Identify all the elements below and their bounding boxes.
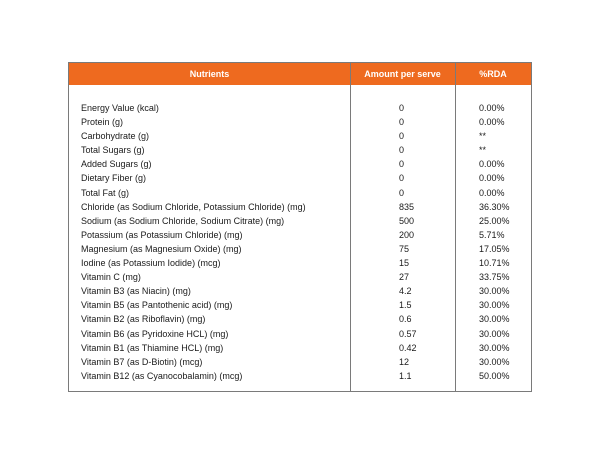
table-row: [69, 157, 531, 171]
amount-per-serve: 75: [399, 243, 410, 254]
table-row: [69, 214, 531, 228]
table-row: [69, 341, 531, 355]
rda-value: 0.00%: [479, 159, 505, 170]
rda-value: 17.05%: [479, 243, 510, 254]
table-row: [69, 115, 531, 129]
rda-value: 30.00%: [479, 342, 510, 353]
table-row: [69, 242, 531, 256]
nutrient-name: Vitamin B12 (as Cyanocobalamin) (mcg): [81, 370, 243, 381]
nutrient-name: Sodium (as Sodium Chloride, Sodium Citrate) (mg): [81, 215, 285, 226]
amount-per-serve: 0.42: [399, 342, 417, 353]
table-header-row: [69, 63, 531, 85]
nutrient-name: Carbohydrate (g): [81, 131, 150, 142]
nutrient-name: Vitamin B2 (as Riboflavin) (mg): [81, 314, 206, 325]
nutrient-name: Energy Value (kcal): [81, 103, 159, 113]
amount-per-serve: 12: [399, 356, 410, 367]
table-row: [69, 171, 531, 185]
table-row: [69, 200, 531, 214]
table-row: [69, 355, 531, 369]
rda-value: 0.00%: [479, 117, 505, 128]
table-row: [69, 186, 531, 200]
rda-value: **: [479, 145, 487, 156]
amount-per-serve: 27: [399, 272, 410, 283]
table-body: [69, 101, 531, 383]
table-row: [69, 284, 531, 298]
header-nutrients: Nutrients: [189, 69, 230, 79]
amount-per-serve: 0: [399, 131, 405, 142]
table-row: [69, 228, 531, 242]
nutrition-table: [68, 62, 532, 392]
amount-per-serve: 1.5: [399, 300, 412, 311]
amount-per-serve: 200: [399, 229, 415, 240]
rda-value: **: [479, 131, 487, 142]
rda-value: 50.00%: [479, 370, 510, 381]
rda-value: 0.00%: [479, 187, 505, 198]
nutrient-name: Vitamin B7 (as D-Biotin) (mcg): [81, 356, 203, 367]
table-row: [69, 270, 531, 284]
amount-per-serve: 0: [399, 145, 405, 156]
rda-value: 30.00%: [479, 314, 510, 325]
rda-value: 0.00%: [479, 103, 505, 113]
amount-per-serve: 0: [399, 103, 405, 113]
amount-per-serve: 835: [399, 201, 415, 212]
amount-per-serve: 500: [399, 215, 415, 226]
nutrient-name: Vitamin B1 (as Thiamine HCL) (mg): [81, 342, 224, 353]
nutrient-name: Vitamin B6 (as Pyridoxine HCL) (mg): [81, 328, 229, 339]
rda-value: 0.00%: [479, 173, 505, 184]
nutrient-name: Chloride (as Sodium Chloride, Potassium Chloride) (mg): [81, 201, 306, 212]
amount-per-serve: 0.6: [399, 314, 412, 325]
rda-value: 36.30%: [479, 201, 510, 212]
rda-value: 30.00%: [479, 286, 510, 297]
header-rda: %RDA: [479, 69, 507, 79]
amount-per-serve: 1.1: [399, 370, 412, 381]
amount-per-serve: 0: [399, 117, 405, 128]
rda-value: 30.00%: [479, 300, 510, 311]
nutrient-name: Magnesium (as Magnesium Oxide) (mg): [81, 243, 242, 254]
table-row: [69, 312, 531, 326]
rda-value: 25.00%: [479, 215, 510, 226]
nutrient-name: Added Sugars (g): [81, 159, 152, 170]
nutrient-name: Protein (g): [81, 117, 124, 128]
rda-value: 33.75%: [479, 272, 510, 283]
nutrient-name: Total Sugars (g): [81, 145, 145, 156]
table-row: [69, 143, 531, 157]
amount-per-serve: 4.2: [399, 286, 412, 297]
amount-per-serve: 0: [399, 173, 405, 184]
header-amount: Amount per serve: [364, 69, 441, 79]
nutrient-name: Dietary Fiber (g): [81, 173, 147, 184]
rda-value: 30.00%: [479, 356, 510, 367]
table-row: [69, 369, 531, 383]
amount-per-serve: 0: [399, 159, 405, 170]
table-row: [69, 298, 531, 312]
nutrient-name: Vitamin B5 (as Pantothenic acid) (mg): [81, 300, 233, 311]
table-row: [69, 327, 531, 341]
table-row: [69, 129, 531, 143]
amount-per-serve: 0: [399, 187, 405, 198]
nutrient-name: Vitamin C (mg): [81, 272, 141, 283]
nutrient-name: Vitamin B3 (as Niacin) (mg): [81, 286, 191, 297]
amount-per-serve: 15: [399, 258, 410, 269]
amount-per-serve: 0.57: [399, 328, 417, 339]
rda-value: 10.71%: [479, 258, 510, 269]
rda-value: 5.71%: [479, 229, 505, 240]
nutrient-name: Total Fat (g): [81, 187, 130, 198]
nutrient-name: Potassium (as Potassium Chloride) (mg): [81, 229, 243, 240]
table-row: [69, 256, 531, 270]
nutrient-name: Iodine (as Potassium Iodide) (mcg): [81, 258, 221, 269]
table-row: [69, 101, 531, 115]
rda-value: 30.00%: [479, 328, 510, 339]
